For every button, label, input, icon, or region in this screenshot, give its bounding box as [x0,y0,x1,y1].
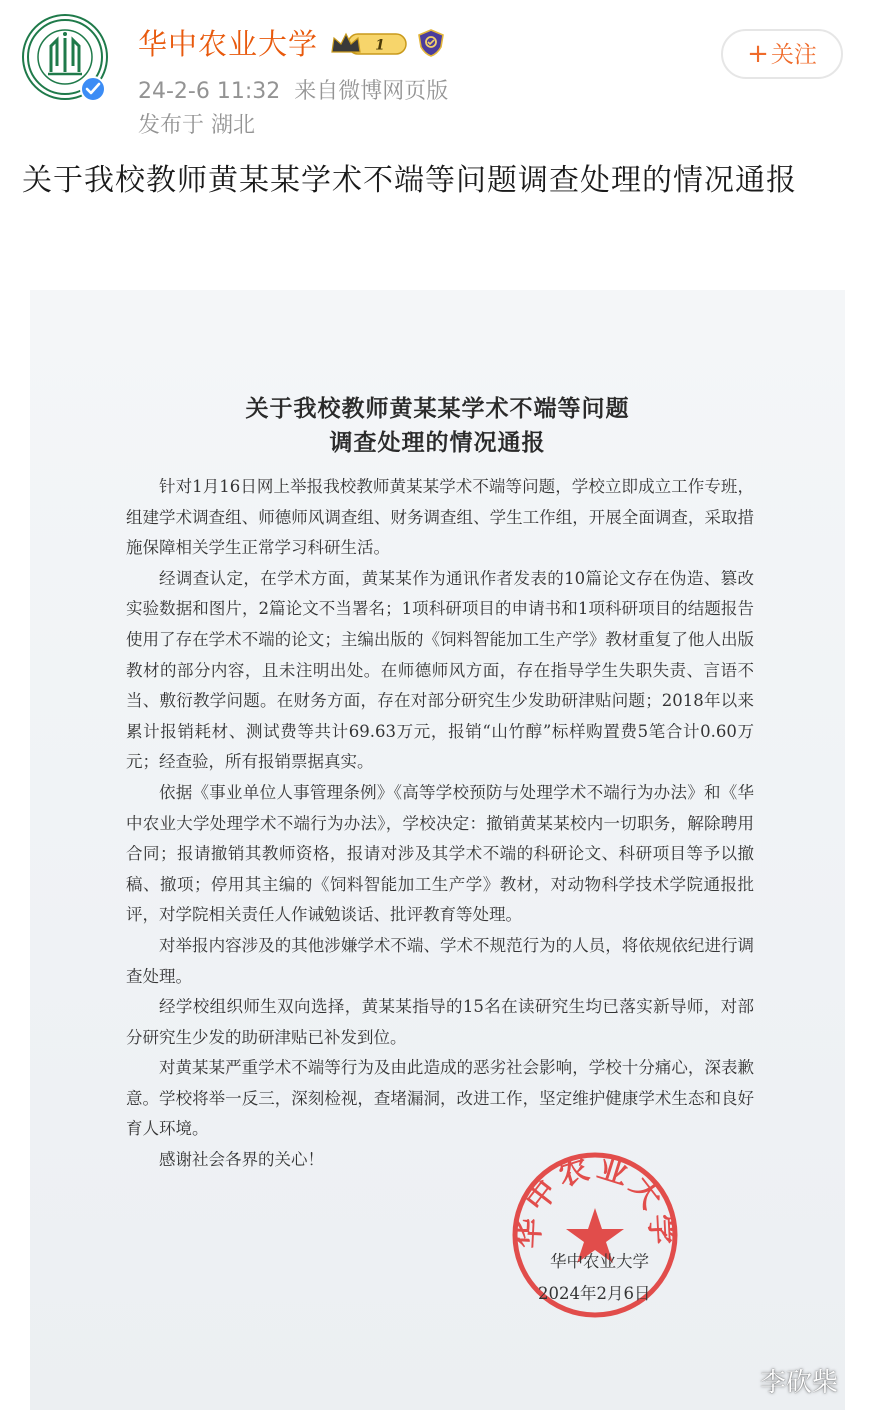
post-source: 来自微博网页版 [294,79,449,104]
crown-vip-icon[interactable] [330,30,408,58]
document-paragraph: 经调查认定，在学术方面，黄某某作为通讯作者发表的10篇论文存在伪造、篡改实验数据和图片，2篇论文不当署名；1项科研项目的申请书和1项科研项目的结题报告使用了存在学术不端的论文；主编出版的《饲料智能加工生产学》教材重复了他人出版教材的部分内容，且未注明出处。在师德师风方面，存在指导学生失职失责、言语不当、敷衍教学问题。在财务方面，存在对部分研究生少发助研津贴问题；2018年以来累计报销耗材、测试费等共计69.63万元，报销“山竹醇”标样购置费5笔合计0.60万元；经查验，所有报销票据真实。 [126,568,754,772]
vip-level: 1 [375,37,385,54]
post-time[interactable]: 24-2-6 11:32 [138,79,281,104]
shield-badge-icon[interactable] [416,28,446,58]
post-location: 发布于 湖北 [138,113,255,138]
watermark: 李砍柴 [760,1368,839,1398]
document-signature: 华中农业大学 [550,1252,649,1271]
document-paragraph: 针对1月16日网上举报我校教师黄某某学术不端等问题，学校立即成立工作专班，组建学术调查组、师德师风调查组、财务调查组、学生工作组，开展全面调查，采取措施保障相关学生正常学习科研生活。 [126,477,754,558]
plus-icon: + [747,39,769,69]
seal-text: 华中农业大学 [511,1150,679,1250]
user-name[interactable]: 华中农业大学 [138,27,319,61]
document-paragraph: 对黄某某严重学术不端等行为及由此造成的恶劣社会影响，学校十分痛心，深表歉意。学校将举一反三，深刻检视，查堵漏洞，改进工作，坚定维护健康学术生态和良好育人环境。 [126,1058,754,1139]
post-meta [138,74,448,105]
document-paragraph: 依据《事业单位人事管理条例》《高等学校预防与处理学术不端行为办法》和《华中农业大学处理学术不端行为办法》，学校决定：撤销黄某某校内一切职务，解除聘用合同；报请撤销其教师资格，报请对涉及其学术不端的科研论文、科研项目等予以撤稿、撤项；停用其主编的《饲料智能加工生产学》教材，对动物科学技术学院通报批评，对学院相关责任人作诫勉谈话、批评教育等处理。 [126,782,754,925]
document-title-line1: 关于我校教师黄某某学术不端等问题 [245,395,630,422]
document-body [126,472,754,1176]
document-paragraph: 经学校组织师生双向选择，黄某某指导的15名在读研究生均已落实新导师，对部分研究生少发的助研津贴已补发到位。 [126,997,754,1047]
document-title-line2: 调查处理的情况通报 [329,429,546,456]
follow-button[interactable] [721,29,843,79]
document-paragraph: 对举报内容涉及的其他涉嫌学术不端、学术不规范行为的人员，将依规依纪进行调查处理。 [126,935,754,986]
document-date: 2024年2月6日 [538,1284,651,1303]
follow-label: 关注 [770,42,817,68]
post-image[interactable] [30,290,845,1410]
verified-check-icon [80,76,106,102]
document-paragraph: 感谢社会各界的关心！ [159,1150,324,1170]
post-text: 关于我校教师黄某某学术不端等问题调查处理的情况通报 [22,163,797,198]
